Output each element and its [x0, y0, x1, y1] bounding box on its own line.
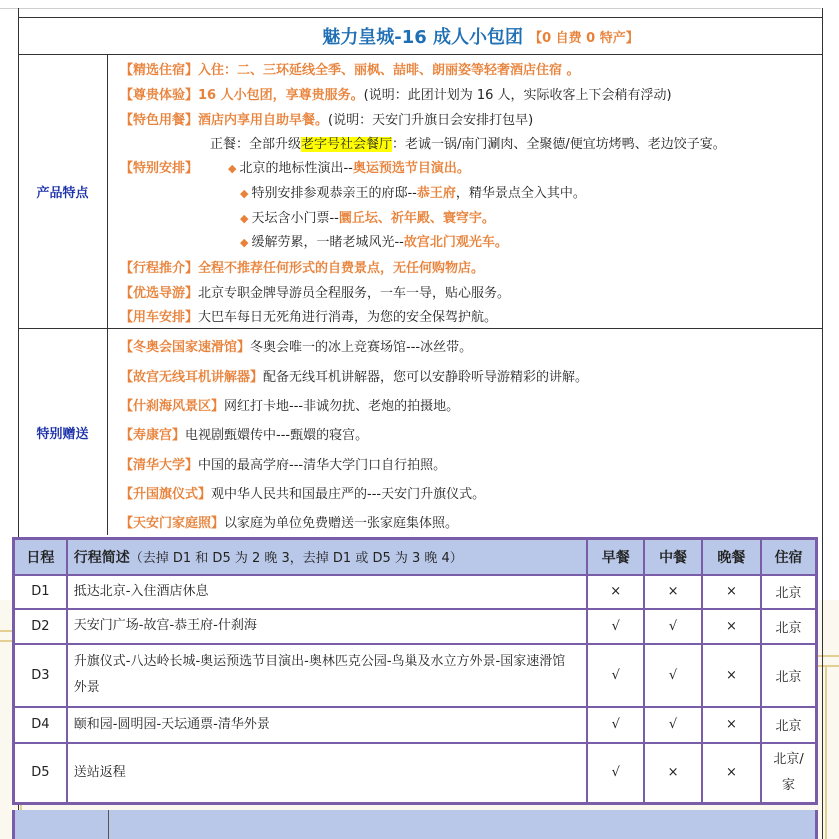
cell-hotel: 北京: [761, 575, 816, 609]
table-row: [14, 575, 817, 609]
col-breakfast: 早餐: [587, 539, 644, 575]
cell-dinner: ×: [702, 743, 761, 804]
gift-tag: 【天安门家庭照】: [120, 516, 225, 531]
col-dinner: 晚餐: [702, 539, 761, 575]
cell-lunch: √: [644, 644, 701, 707]
col-route-note: （去掉 D1 和 D5 为 2 晚 3，去掉 D1 或 D5 为 3 晚 4）: [129, 550, 463, 566]
page-title: 魅力皇城-16 成人小包团: [322, 27, 524, 48]
cell-route: 抵达北京-入住酒店休息: [67, 575, 587, 609]
table-row: [14, 609, 817, 644]
section-divider: [18, 328, 823, 329]
feature-tag: 【精选住宿】: [120, 63, 199, 78]
feature-text-highlight: 全程不推荐任何形式的自费景点，无任何购物店。: [198, 261, 485, 276]
gift-line: [120, 368, 820, 388]
gift-tag: 【升国旗仪式】: [120, 487, 212, 502]
feature-line: [120, 159, 820, 179]
feature-line: [240, 209, 839, 229]
feature-text: 北京专职金牌导游员全程服务，一车一导，贴心服务。: [198, 286, 511, 301]
gift-tag: 【冬奥会国家速滑馆】: [120, 340, 251, 355]
table-header-row: [14, 539, 817, 575]
cell-lunch: √: [644, 609, 701, 644]
cell-day: D3: [14, 644, 67, 707]
feature-text-highlight: 故宫北门观光车。: [403, 235, 508, 250]
cell-hotel: 北京: [761, 644, 816, 707]
gift-text: 中国的最高学府---清华大学门口自行拍照。: [198, 458, 447, 473]
col-day: 日程: [14, 539, 67, 575]
col-route-label: 行程简述: [73, 549, 130, 566]
feature-line: [120, 308, 820, 328]
special-gifts-label: 特别赠送: [18, 328, 108, 535]
itinerary-table: [12, 537, 818, 805]
feature-tag: 【尊贵体验】: [120, 88, 199, 103]
cell-dinner: ×: [702, 707, 761, 743]
gift-line: [120, 338, 820, 358]
cell-route: 天安门广场-故宫-恭王府-什刹海: [67, 609, 587, 644]
feature-line: [210, 135, 839, 155]
feature-text: 正餐：全部升级: [210, 137, 302, 152]
cell-day: D2: [14, 609, 67, 644]
table-row: [14, 644, 817, 707]
table-footer-band: [12, 810, 818, 839]
diamond-bullet-icon: ◆: [240, 236, 249, 249]
gift-tag: 【什刹海风景区】: [120, 399, 225, 414]
feature-tag: 【特别安排】: [120, 161, 199, 176]
feature-text: ，精华景点全入其中。: [455, 186, 586, 201]
cell-dinner: ×: [702, 644, 761, 707]
cell-lunch: ×: [644, 575, 701, 609]
feature-line: [120, 284, 820, 304]
cell-route: 送站返程: [67, 743, 587, 804]
gift-line: [120, 397, 820, 417]
cell-breakfast: √: [587, 743, 644, 804]
gift-text: 网红打卡地---非诚勿扰、老炮的拍摄地。: [224, 399, 460, 414]
gift-line: [120, 514, 820, 534]
gift-tag: 【故宫无线耳机讲解器】: [120, 370, 264, 385]
feature-text: (说明：天安门升旗日会安排打包早): [328, 113, 534, 128]
feature-text-highlight: 圜丘坛、祈年殿、寰穹宇。: [338, 211, 495, 226]
feature-tag: 【特色用餐】: [120, 113, 199, 128]
page-subtitle: 【0 自费 0 特产】: [529, 30, 639, 46]
feature-text-highlight: 奥运预选节目演出。: [352, 161, 470, 176]
cell-hotel: 北京: [761, 609, 816, 644]
feature-text: 北京的地标性演出--: [239, 161, 353, 176]
product-features-label: 产品特点: [18, 55, 108, 328]
title-row: [18, 17, 823, 55]
cell-day: D1: [14, 575, 67, 609]
gift-tag: 【寿康宫】: [120, 428, 186, 443]
table-row: [14, 707, 817, 743]
feature-line: [240, 233, 839, 253]
cell-breakfast: √: [587, 609, 644, 644]
cell-breakfast: ×: [587, 575, 644, 609]
col-route: [67, 539, 587, 575]
cell-route: 颐和园-圆明园-天坛通票-清华外景: [67, 707, 587, 743]
col-lunch: 中餐: [644, 539, 701, 575]
feature-line: [120, 61, 820, 81]
feature-text-highlight: 16 人小包团，享尊贵服务。: [198, 88, 364, 103]
gift-text: 冬奥会唯一的冰上竞赛场馆---冰丝带。: [250, 340, 473, 355]
feature-text: 大巴车每日无死角进行消毒，为您的安全保驾护航。: [198, 310, 498, 325]
feature-line: [120, 86, 820, 106]
feature-text: ：老诚一锅/南门涮肉、全聚德/便宜坊烤鸭、老边饺子宴。: [392, 137, 726, 152]
gift-line: [120, 426, 820, 446]
cell-dinner: ×: [702, 609, 761, 644]
feature-line: [240, 184, 839, 204]
cell-lunch: √: [644, 707, 701, 743]
cell-day: D4: [14, 707, 67, 743]
footer-divider: [108, 810, 109, 839]
feature-tag: 【用车安排】: [120, 310, 199, 325]
diamond-bullet-icon: ◆: [228, 162, 237, 175]
cell-route: 升旗仪式-八达岭长城-奥运预选节目演出-奥林匹克公园-鸟巢及水立方外景-国家速滑馆外景: [67, 644, 587, 707]
gift-tag: 【清华大学】: [120, 458, 199, 473]
feature-tag: 【优选导游】: [120, 286, 199, 301]
cell-breakfast: √: [587, 707, 644, 743]
gift-text: 电视剧甄嬛传中---甄嬛的寝宫。: [185, 428, 369, 443]
cell-dinner: ×: [702, 575, 761, 609]
gift-text: 观中华人民共和国最庄严的---天安门升旗仪式。: [211, 487, 486, 502]
table-row: [14, 743, 817, 804]
feature-text: 天坛含小门票--: [251, 211, 339, 226]
feature-text: (说明：此团计划为 16 人，实际收客上下会稍有浮动): [363, 88, 672, 103]
feature-line: [120, 111, 820, 131]
feature-text-highlight: 恭王府: [416, 186, 456, 201]
feature-text: 特别安排参观恭亲王的府邸--: [251, 186, 417, 201]
cell-lunch: ×: [644, 743, 701, 804]
gift-line: [120, 456, 820, 476]
feature-highlight-yellow: 老字号社会餐厅: [301, 137, 393, 152]
cell-hotel: 北京: [761, 707, 816, 743]
cell-day: D5: [14, 743, 67, 804]
cell-hotel: 北京/家: [761, 743, 816, 804]
feature-text: 入住：二、三环延线全季、丽枫、喆啡、朗丽姿等轻奢酒店住宿 。: [198, 63, 580, 78]
feature-text: 缓解劳累，一睹老城风光--: [251, 235, 404, 250]
gift-line: [120, 485, 820, 505]
diamond-bullet-icon: ◆: [240, 212, 249, 225]
col-hotel: 住宿: [761, 539, 816, 575]
cell-breakfast: √: [587, 644, 644, 707]
feature-line: [120, 259, 820, 279]
feature-tag: 【行程推介】: [120, 261, 199, 276]
gift-text: 配备无线耳机讲解器，您可以安静聆听导游精彩的讲解。: [263, 370, 589, 385]
diamond-bullet-icon: ◆: [240, 187, 249, 200]
gift-text: 以家庭为单位免费赠送一张家庭集体照。: [224, 516, 459, 531]
frame-right: [822, 8, 823, 839]
feature-text-highlight: 酒店内享用自助早餐。: [198, 113, 329, 128]
